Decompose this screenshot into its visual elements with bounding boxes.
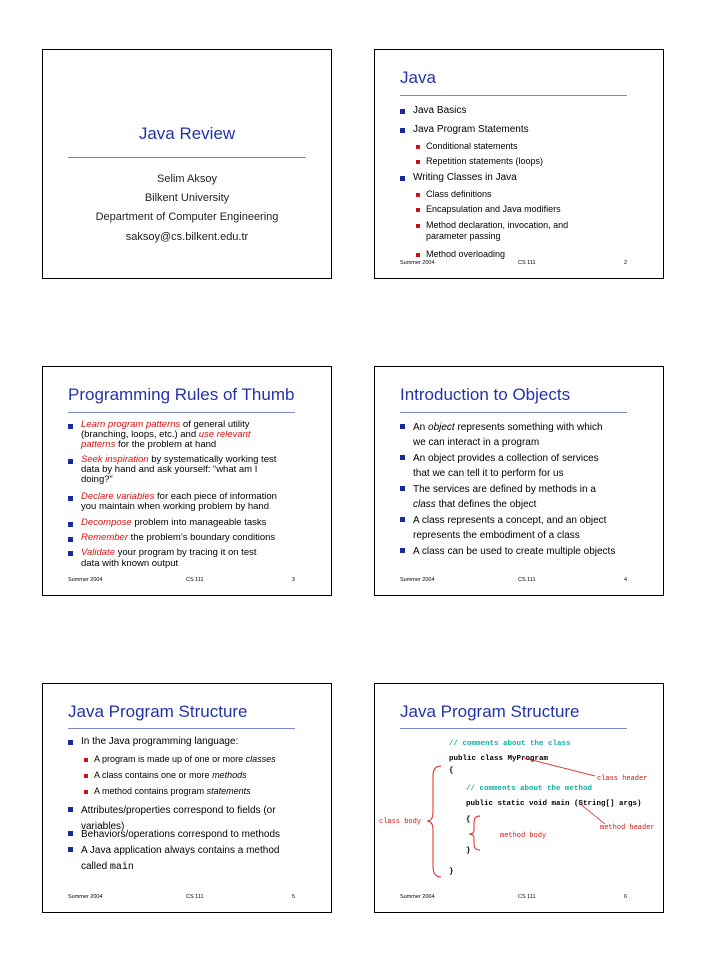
- text: you maintain when working problem by hand: [81, 501, 269, 512]
- text: by systematically working test: [148, 454, 277, 465]
- text: A Java application always contains a method: [81, 845, 280, 856]
- slide-title: Programming Rules of Thumb: [68, 385, 295, 404]
- text: of general utility: [180, 419, 250, 430]
- text: the problem’s boundary conditions: [128, 532, 276, 543]
- footer-date: Summer 2004: [400, 260, 435, 266]
- title-rule: [400, 412, 627, 413]
- sub-bullet: Conditional statements: [426, 141, 518, 151]
- text: data by hand and ask yourself: “what am I: [81, 464, 258, 475]
- bullet: Java Basics: [413, 105, 467, 116]
- footer-course: CS 111: [186, 577, 204, 583]
- bullet: [81, 547, 257, 569]
- footer-course: CS 111: [518, 260, 536, 266]
- text: that we can tell it to perform for us: [413, 468, 564, 479]
- text: The services are defined by methods in a: [413, 484, 596, 495]
- text: A program is made up of one or more: [94, 754, 246, 764]
- emphasis: Decompose: [81, 517, 132, 528]
- email: saksoy@cs.bilkent.edu.tr: [125, 231, 249, 243]
- footer-page: 3: [291, 577, 295, 583]
- text: for the problem at hand: [115, 439, 217, 450]
- text: Attributes/properties correspond to fields (or: [81, 805, 276, 816]
- sub-bullet: [94, 786, 251, 797]
- class-header-pointer: [524, 758, 595, 776]
- text: problem into manageable tasks: [131, 517, 267, 528]
- label-method-body: method body: [500, 832, 547, 840]
- annotation-brackets: [375, 684, 664, 913]
- footer-page: 2: [623, 260, 627, 266]
- code-comment: // comments about the method: [466, 785, 593, 793]
- code-comment: // comments about the class: [449, 740, 571, 748]
- text: parameter passing: [426, 231, 501, 241]
- bullet: Java Program Statements: [413, 124, 529, 135]
- text: An: [413, 422, 429, 433]
- slide-5: [42, 683, 332, 913]
- sub-bullet: [94, 754, 276, 765]
- footer-page: 4: [623, 577, 627, 583]
- sub-bullet: [426, 220, 568, 242]
- code-line: public static void main (String[] args): [466, 800, 642, 808]
- emphasis: Seek inspiration: [81, 454, 149, 465]
- sub-bullet: [94, 770, 247, 781]
- emphasis: classes: [245, 754, 276, 764]
- bullet: [413, 451, 599, 481]
- class-body-brace: [427, 766, 441, 877]
- emphasis: statements: [206, 786, 251, 796]
- footer-course: CS 111: [518, 577, 536, 583]
- bullet: In the Java programming language:: [81, 736, 239, 747]
- text: Method declaration, invocation, and: [426, 220, 569, 230]
- slide-6: [374, 683, 664, 913]
- text: we can interact in a program: [413, 437, 540, 448]
- university: Bilkent University: [144, 192, 230, 204]
- text: represents something with which: [454, 422, 603, 433]
- footer-page: 6: [623, 894, 627, 900]
- footer-date: Summer 2004: [68, 894, 103, 900]
- text: called: [81, 861, 110, 872]
- bullet: [81, 492, 277, 512]
- footer-date: Summer 2004: [68, 577, 103, 583]
- footer-date: Summer 2004: [400, 894, 435, 900]
- slide-title: Java Program Structure: [68, 702, 248, 721]
- text: A class contains one or more: [94, 770, 213, 780]
- bullet: Behaviors/operations correspond to methods: [81, 827, 280, 843]
- author: Selim Aksoy: [157, 173, 217, 185]
- code-text: main: [109, 862, 134, 873]
- slide-2: [374, 49, 664, 279]
- bullet: [81, 843, 279, 876]
- department: Department of Computer Engineering: [95, 211, 279, 223]
- emphasis: methods: [212, 770, 247, 780]
- label-class-header: class header: [597, 775, 648, 783]
- title-rule: [68, 728, 295, 729]
- emphasis: Remember: [81, 532, 128, 543]
- text: A method contains program: [94, 786, 207, 796]
- text: your program by tracing it on test: [114, 547, 257, 558]
- emphasis: use relevant: [198, 429, 251, 440]
- text: that defines the object: [435, 499, 537, 510]
- footer-course: CS 111: [186, 894, 204, 900]
- slide-title: Java: [400, 68, 436, 87]
- label-class-body: class body: [379, 818, 422, 826]
- bullet: [413, 482, 596, 512]
- sub-bullet: Method overloading: [426, 249, 506, 259]
- code-line: {: [466, 816, 471, 824]
- text: doing?”: [81, 474, 113, 485]
- text: for each piece of information: [154, 491, 277, 502]
- text: An object provides a collection of services: [413, 453, 599, 464]
- footer-course: CS 111: [518, 894, 536, 900]
- code-line: }: [466, 847, 471, 855]
- bullet: [81, 420, 251, 450]
- emphasis: class: [413, 499, 436, 510]
- text: A class represents a concept, and an object: [413, 515, 607, 526]
- bullet: [81, 518, 266, 528]
- sub-bullet: Encapsulation and Java modifiers: [426, 204, 561, 214]
- label-method-header: method header: [600, 824, 655, 832]
- slide-title: Introduction to Objects: [400, 385, 571, 404]
- title-rule: [400, 95, 627, 96]
- emphasis: Validate: [81, 547, 115, 558]
- footer-page: 5: [291, 894, 295, 900]
- slide-title: Java Review: [138, 124, 236, 143]
- emphasis: Declare variables: [81, 491, 155, 502]
- footer-date: Summer 2004: [400, 577, 435, 583]
- bullet: [81, 533, 275, 543]
- text: represents the embodiment of a class: [413, 530, 580, 541]
- slide-3: [42, 366, 332, 596]
- sub-bullet: Repetition statements (loops): [426, 156, 544, 166]
- text: data with known output: [81, 558, 179, 569]
- sub-bullet: Class definitions: [426, 189, 492, 199]
- emphasis: object: [428, 422, 455, 433]
- bullet: [413, 420, 603, 450]
- slide-title: Java Program Structure: [400, 702, 580, 721]
- code-line: }: [449, 868, 454, 876]
- method-header-pointer: [579, 803, 605, 824]
- code-line: public class MyProgram: [449, 755, 549, 763]
- emphasis: Learn program patterns: [81, 419, 181, 430]
- bullet: [81, 455, 276, 485]
- text: variables): [81, 821, 125, 832]
- slide-4: [374, 366, 664, 596]
- bullet: A class can be used to create multiple objects: [413, 546, 616, 557]
- code-line: {: [449, 767, 454, 775]
- bullet: [413, 513, 606, 543]
- slide-1: [42, 49, 332, 279]
- title-rule: [68, 157, 306, 158]
- title-rule: [68, 412, 295, 413]
- bullet: Writing Classes in Java: [413, 172, 517, 183]
- method-body-brace: [469, 816, 480, 850]
- emphasis: patterns: [81, 439, 116, 450]
- text: (branching, loops, etc.) and: [81, 429, 199, 440]
